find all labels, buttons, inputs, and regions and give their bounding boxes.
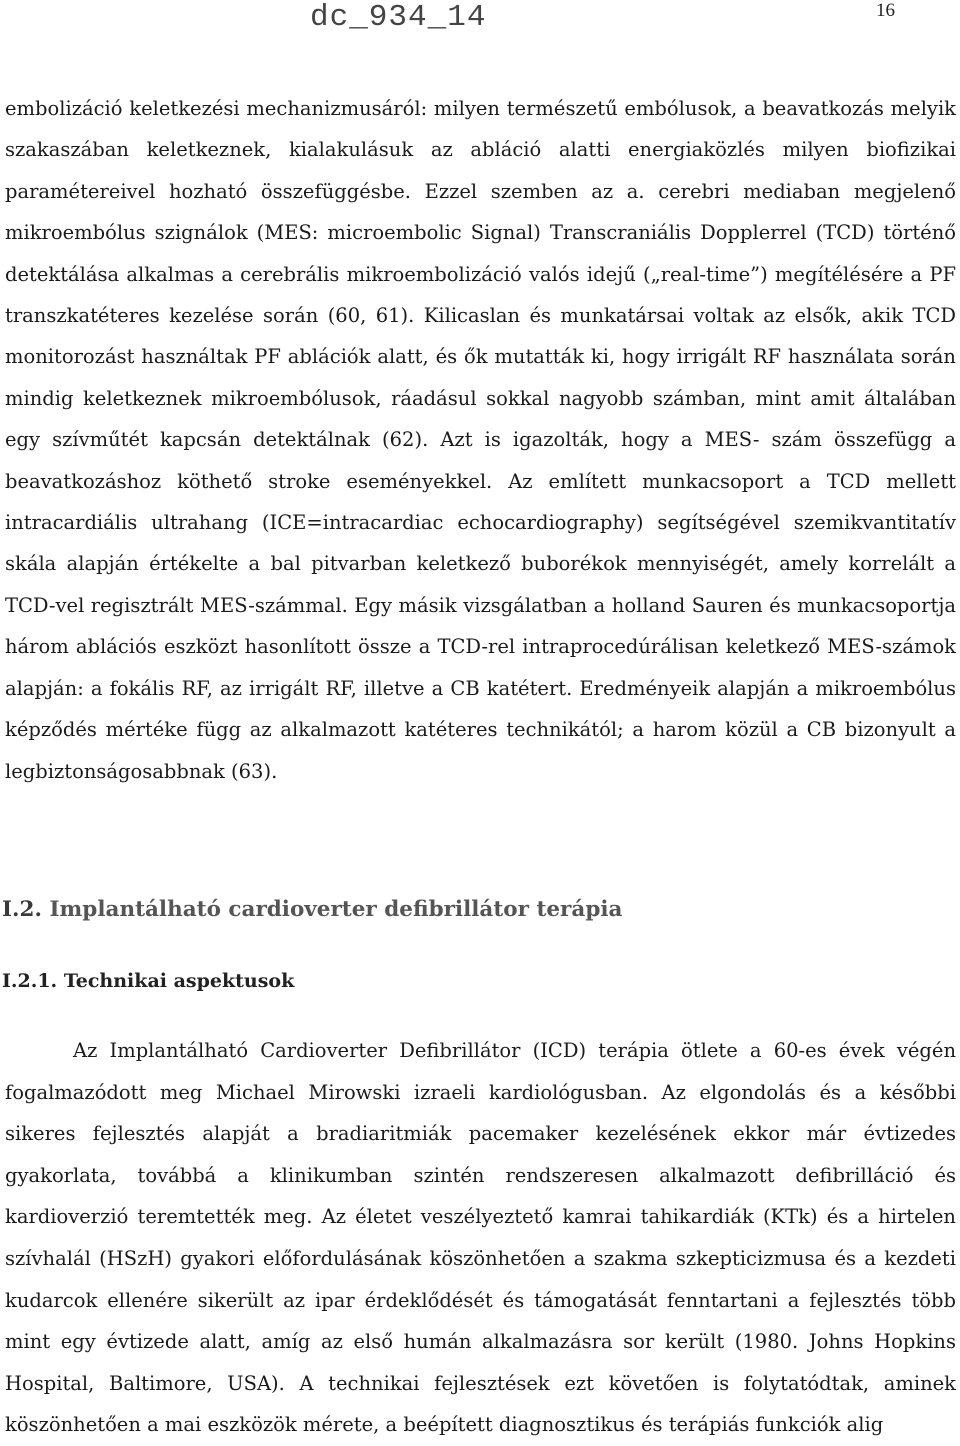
body-paragraph-2: Az Implantálható Cardioverter Defibrillátor (ICD) terápia ötlete a 60-es évek végén fogalmazódott meg Michael Mirowski izraeli kardiológusban. Az elgondolás és a későbbi sikeres fejlesztés alapját a bradiaritmiák pacemaker kezelésének ekkor már évtizedes gyakorlata, továbbá a klinikumban szintén rendszeresen alkalmazott defibrilláció és kardioverzió teremtették meg. Az életet veszélyeztető kamrai tahikardiák (KTk) és a hirtelen szívhalál (HSzH) gyakori előfordulásának köszönhetően a szakma szkepticizmusa és a kezdeti kudarcok ellenére sikerült az ipar érdeklődését és támogatását fenntartani a fejlesztés több mint egy évtizede alatt, amíg az első humán alkalmazásra sor került (1980. Johns Hopkins Hospital, Baltimore, USA). A technikai fejlesztések ezt követően is folytatódtak, aminek köszönhetően a mai eszközök mérete, a beépített diagnosztikus és terápiás funkciók alig bbox=[5, 1039, 956, 1437]
subsection-number: I.2.1. bbox=[2, 970, 58, 992]
subsection-title: Technikai aspektusok bbox=[63, 970, 295, 992]
section-number: I.2. bbox=[2, 897, 42, 922]
section-heading bbox=[2, 897, 622, 922]
document-code: dc_934_14 bbox=[310, 0, 487, 35]
page-number: 16 bbox=[876, 0, 895, 21]
subsection-heading bbox=[2, 970, 294, 992]
body-paragraph-1: embolizáció keletkezési mechanizmusáról: milyen természetű embólusok, a beavatkozás melyik szakaszában keletkeznek, kialakulásuk az abláció alatti energiaközlés milyen biofizikai paramétereivel hozható összefüggésbe. Ezzel szemben az a. cerebri mediaban megjelenő mikroembólus szignálok (MES: microembolic Signal) Transcraniális Dopplerrel (TCD) történő detektálása alkalmas a cerebrális mikroembolizáció valós idejű („real-time”) megítélésére a PF transzkatéteres kezelése során (60, 61). Kilicaslan és munkatársai voltak az elsők, akik TCD monitorozást használtak PF ablációk alatt, és ők mutatták ki, hogy irrigált RF használata során mindig keletkeznek mikroembólusok, ráadásul sokkal nagyobb számban, mint amit általában egy szívműtét kapcsán detektálnak (62). Azt is igazolták, hogy a MES- szám összefügg a beavatkozáshoz köthető stroke eseményekkel. Az említett munkacsoport a TCD mellett intracardiális ultrahang (ICE=intracardiac echocardiography) segítségével szemikvantitatív skála alapján értékelte a bal pitvarban keletkező buborékok mennyiségét, amely korrelált a TCD-vel regisztrált MES-számmal. Egy másik vizsgálatban a holland Sauren és munkacsoportja három ablációs eszközt hasonlított össze a TCD-rel intraprocedúrálisan keletkező MES-számok alapján: a fokális RF, az irrigált RF, illetve a CB katétert. Eredményeik alapján a mikroembólus képződés mértéke függ az alkalmazott katéteres technikától; a harom közül a CB bizonyult a legbiztonságosabbnak (63). bbox=[5, 97, 956, 783]
section-title: Implantálható cardioverter defibrillátor terápia bbox=[49, 897, 623, 922]
